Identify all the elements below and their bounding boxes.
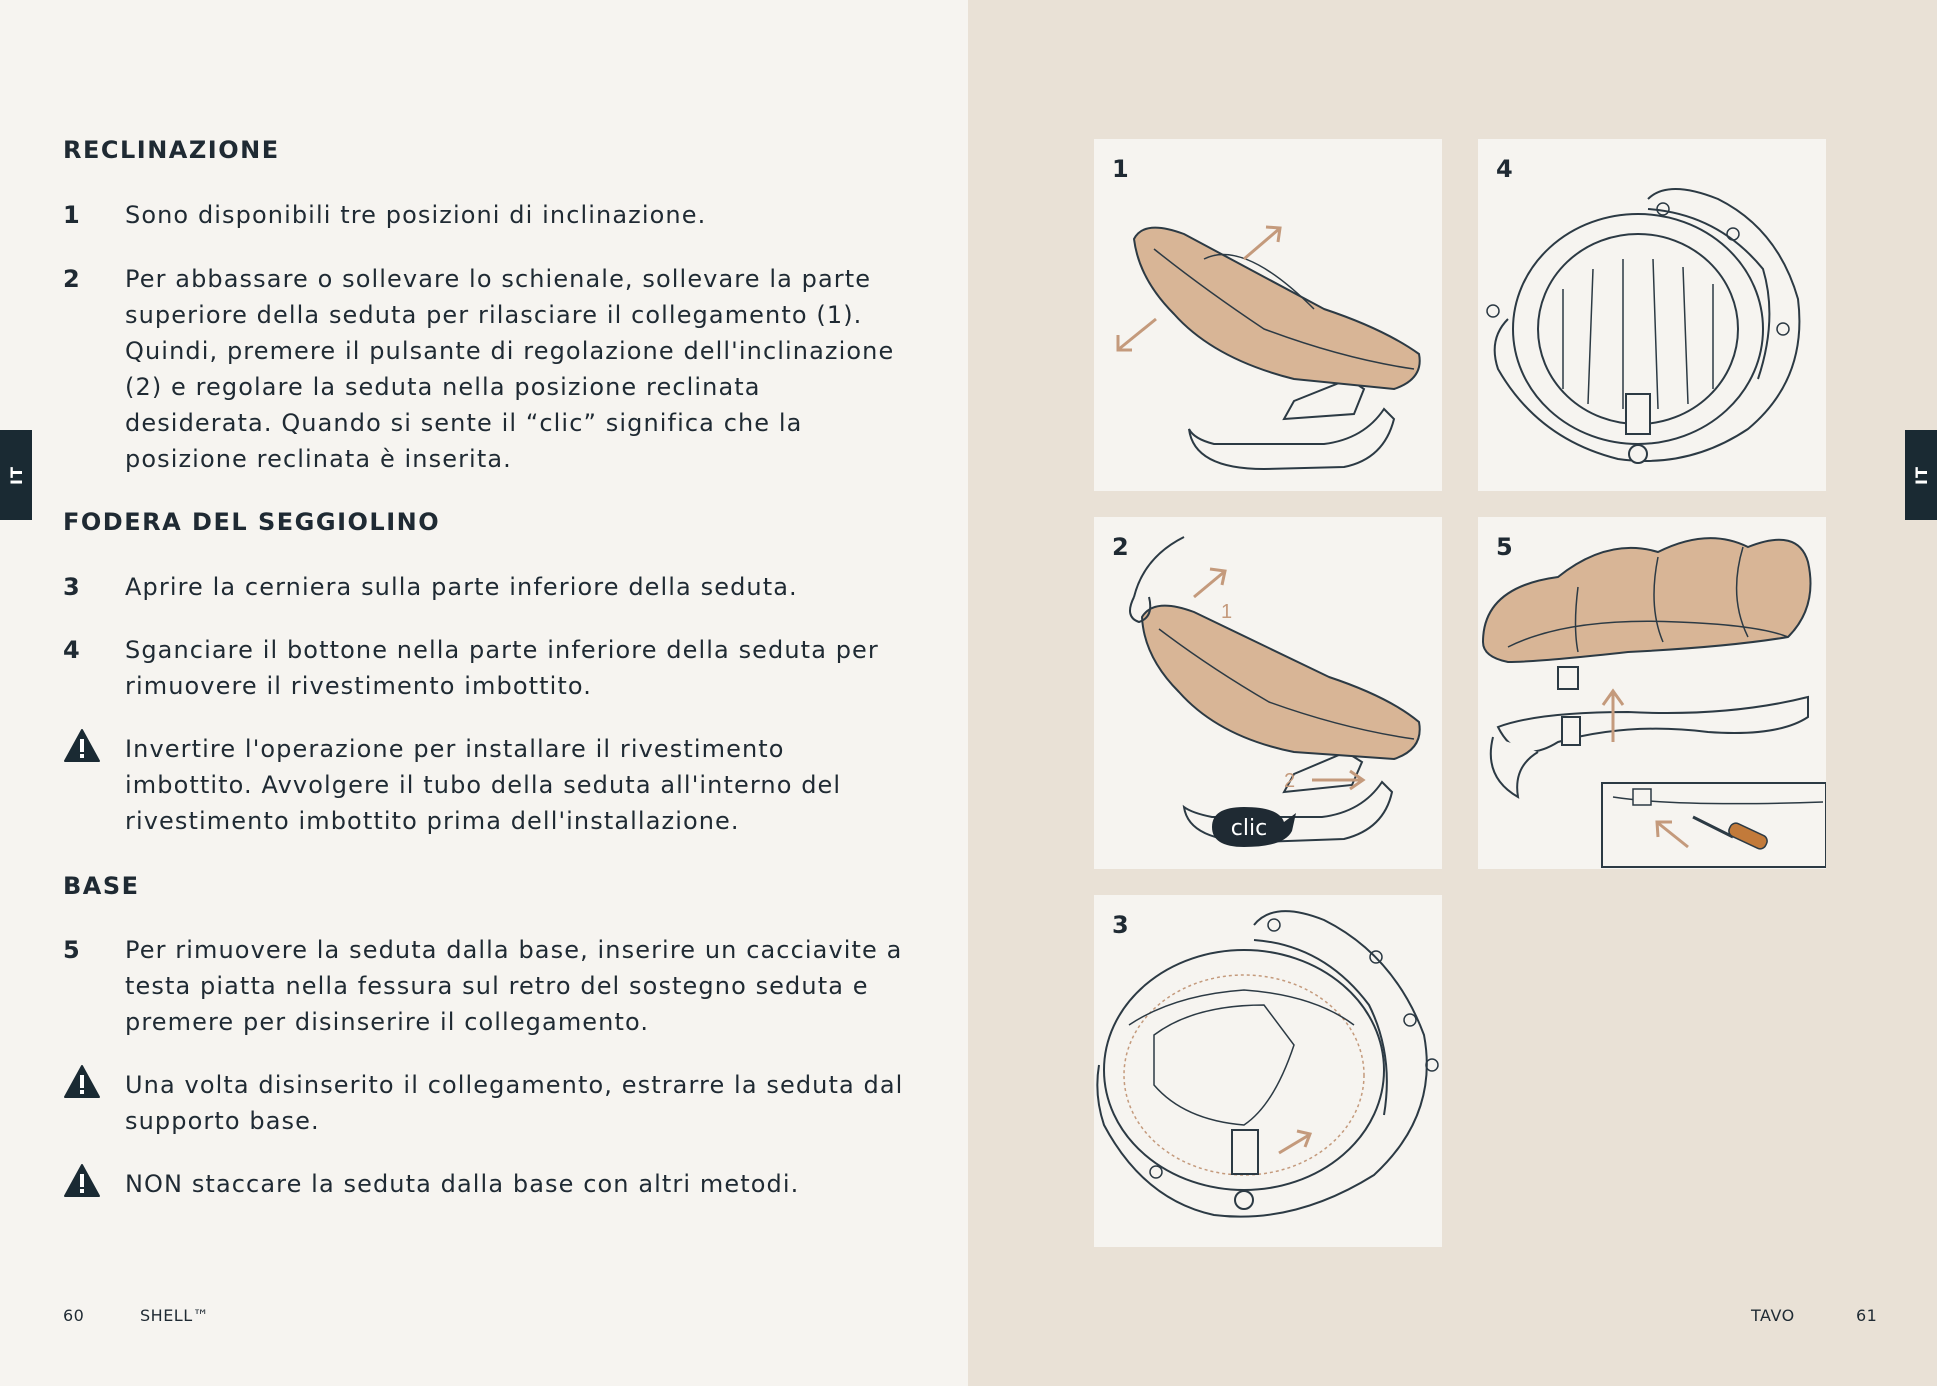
figure-number: 4: [1496, 155, 1513, 183]
figure-number: 5: [1496, 533, 1513, 561]
warning-item: [63, 1166, 913, 1202]
item-number: 1: [63, 201, 81, 229]
recline-adjust-illustration: [1094, 517, 1442, 869]
item-number: 5: [63, 936, 81, 964]
section-heading-reclinazione: RECLINAZIONE: [63, 136, 280, 164]
page-number-left: 60: [63, 1306, 85, 1325]
seat-base-removal-illustration: [1478, 517, 1826, 869]
language-tab-left: IT: [0, 430, 32, 520]
warning-item: [63, 1067, 913, 1139]
item-number: 3: [63, 573, 81, 601]
instruction-item-3: [63, 569, 913, 605]
recline-seat-illustration: [1094, 139, 1442, 491]
item-text: Invertire l'operazione per installare il rivestimento imbottito. Avvolgere il tubo della seduta all'interno del rivestimento imbottito prima dell'installazione.: [125, 735, 842, 835]
item-text: NON staccare la seduta dalla base con altri metodi.: [125, 1170, 800, 1198]
item-text: Una volta disinserito il collegamento, estrarre la seduta dal supporto base.: [125, 1071, 904, 1135]
right-page: [968, 0, 1937, 1386]
footer-title-left: SHELL™: [140, 1306, 210, 1325]
zipper-open-illustration: [1094, 895, 1442, 1247]
instruction-item-5: [63, 932, 913, 1040]
figure-number: 2: [1112, 533, 1129, 561]
item-number: 4: [63, 636, 81, 664]
figure-1: [1094, 139, 1442, 491]
item-text: Aprire la cerniera sulla parte inferiore della seduta.: [125, 573, 798, 601]
footer-title-right: TAVO: [1751, 1306, 1795, 1325]
clic-callout: clic: [1230, 816, 1268, 841]
figure-4: [1478, 139, 1826, 491]
warning-icon: [63, 1064, 101, 1100]
callout-label-2: 2: [1284, 770, 1296, 792]
instruction-item-4: [63, 632, 913, 704]
warning-icon: [63, 728, 101, 764]
item-text: Per abbassare o sollevare lo schienale, sollevare la parte superiore della seduta per rilasciare il collegamento (1). Quindi, premere il pulsante di regolazione dell'inclinazione (2) e regolare la seduta nella posizione reclinata desiderata. Quando si sente il “clic” significa che la posizione reclinata è inserita.: [125, 265, 895, 473]
seat-cover-removal-illustration: [1478, 139, 1826, 491]
left-page: [0, 0, 968, 1386]
item-text: Per rimuovere la seduta dalla base, inserire un cacciavite a testa piatta nella fessura sul retro del sostegno seduta e premere per disinserire il collegamento.: [125, 936, 903, 1036]
section-heading-fodera: FODERA DEL SEGGIOLINO: [63, 508, 441, 536]
figure-number: 3: [1112, 911, 1129, 939]
language-tab-right: IT: [1905, 430, 1937, 520]
figure-number: 1: [1112, 155, 1129, 183]
figure-2: [1094, 517, 1442, 869]
item-text: Sono disponibili tre posizioni di inclinazione.: [125, 201, 707, 229]
item-number: 2: [63, 265, 81, 293]
warning-item: [63, 731, 913, 839]
warning-icon: [63, 1163, 101, 1199]
instruction-item-1: [63, 197, 913, 233]
section-heading-base: BASE: [63, 872, 140, 900]
callout-label-1: 1: [1221, 601, 1233, 623]
instruction-item-2: [63, 261, 913, 477]
figure-3: [1094, 895, 1442, 1247]
item-text: Sganciare il bottone nella parte inferiore della seduta per rimuovere il rivestimento imbottito.: [125, 636, 879, 700]
figure-5: [1478, 517, 1826, 869]
page-number-right: 61: [1856, 1306, 1878, 1325]
